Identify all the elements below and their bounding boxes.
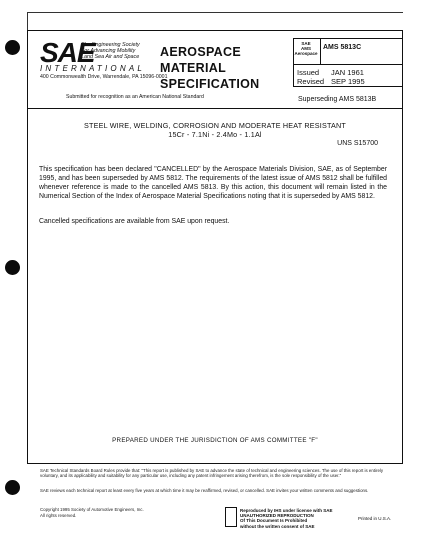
cancellation-paragraph: This specification has been declared "CANCELLED" by the Aerospace Materials Division, SAE, as of September 1995, and has been superseded by AMS 5812. The requirements of the latest issue of AMS 5812 shall be fulfilled whenever reference is made to the cancelled AMS 5813. By this action, this document will remain listed in the Numerical Section of the Index of Aerospace Material Specifications noting that it is superseded by AMS 5812.	[39, 166, 387, 200]
revised-label: Revised	[297, 77, 325, 86]
printed-in-usa: Printed in U.S.A.	[358, 516, 392, 521]
mini-logo-line-2: AMS	[301, 46, 311, 51]
top-left-border-line	[27, 12, 28, 32]
header-box-bottom	[293, 86, 403, 87]
reproduction-line-4: without the written consent of SAE	[240, 523, 315, 529]
material-composition: 15Cr - 7.1Ni - 2.4Mo - 1.1Al	[168, 130, 262, 139]
uns-number: UNS S15700	[337, 140, 378, 147]
title-line-3: SPECIFICATION	[160, 77, 260, 91]
issued-label: Issued	[297, 68, 320, 77]
material-title: STEEL WIRE, WELDING, CORROSION AND MODERATE HEAT RESISTANT	[84, 121, 346, 130]
title-line-1: AEROSPACE	[160, 45, 241, 59]
ams-number: AMS 5813C	[323, 44, 362, 51]
society-line-1: The Engineering Society	[81, 42, 140, 48]
mini-logo-line-3: Aerospace	[294, 51, 318, 56]
superseding-note: Superseding AMS 5813B	[298, 96, 377, 103]
footer-notice-review: SAE reviews each technical report at least every five years at which time it may be reaffirmed, revised, or cancelled. SAE invites your written comments and suggestions.	[40, 488, 369, 493]
binder-hole-top	[5, 40, 20, 55]
binder-hole-bottom	[5, 480, 20, 495]
footer-notice-usage: SAE Technical Standards Board Rules provide that: "This report is published by SAE to advance the state of technical and engineering sciences. The use of this report is entirely voluntary, and its applicability and suitability for any particular use, including any patent infringement arising therefrom, is the sole responsibility of the user."	[40, 468, 384, 479]
sae-logo: SAE	[40, 37, 95, 68]
prepared-under-note: PREPARED UNDER THE JURISDICTION OF AMS COMMITTEE "F"	[112, 437, 318, 444]
binder-hole-middle	[5, 260, 20, 275]
revised-date: SEP 1995	[331, 77, 365, 86]
title-line-2: MATERIAL	[160, 61, 227, 75]
society-line-2: For Advancing Mobility	[81, 48, 136, 54]
reproduction-line-3: Of This Document Is Prohibited	[240, 518, 308, 524]
header-box-top	[293, 38, 403, 39]
document-type-title	[160, 44, 260, 92]
availability-paragraph: Cancelled specifications are available from SAE upon request.	[39, 218, 230, 225]
reproduction-line-1: Reproduced by IHS under license with SAE	[240, 508, 333, 513]
sae-address: 400 Commonwealth Drive, Warrendale, PA 15096-0001	[40, 74, 168, 80]
reproduction-notice	[240, 508, 333, 529]
header-divider-logo	[320, 38, 321, 64]
top-border-line	[27, 12, 403, 13]
footer-copyright-1: Copyright 1995 Society of Automotive Engineers, Inc.	[40, 507, 144, 512]
footer-copyright-2: All rights reserved.	[40, 513, 77, 518]
society-line-3: Land Sea Air and Space	[81, 54, 140, 60]
submitted-note: Submitted for recognition as an American National Standard	[66, 94, 204, 100]
ams-mini-logo	[293, 41, 319, 62]
issued-date: JAN 1961	[331, 68, 364, 77]
ihs-pillar-icon	[225, 507, 237, 527]
header-separator	[27, 108, 403, 109]
header-box-mid	[293, 64, 403, 65]
international-label: INTERNATIONAL	[40, 64, 146, 73]
mini-logo-line-1: SAE	[301, 41, 311, 46]
reproduction-line-2: UNAUTHORIZED REPRODUCTION	[240, 513, 314, 519]
